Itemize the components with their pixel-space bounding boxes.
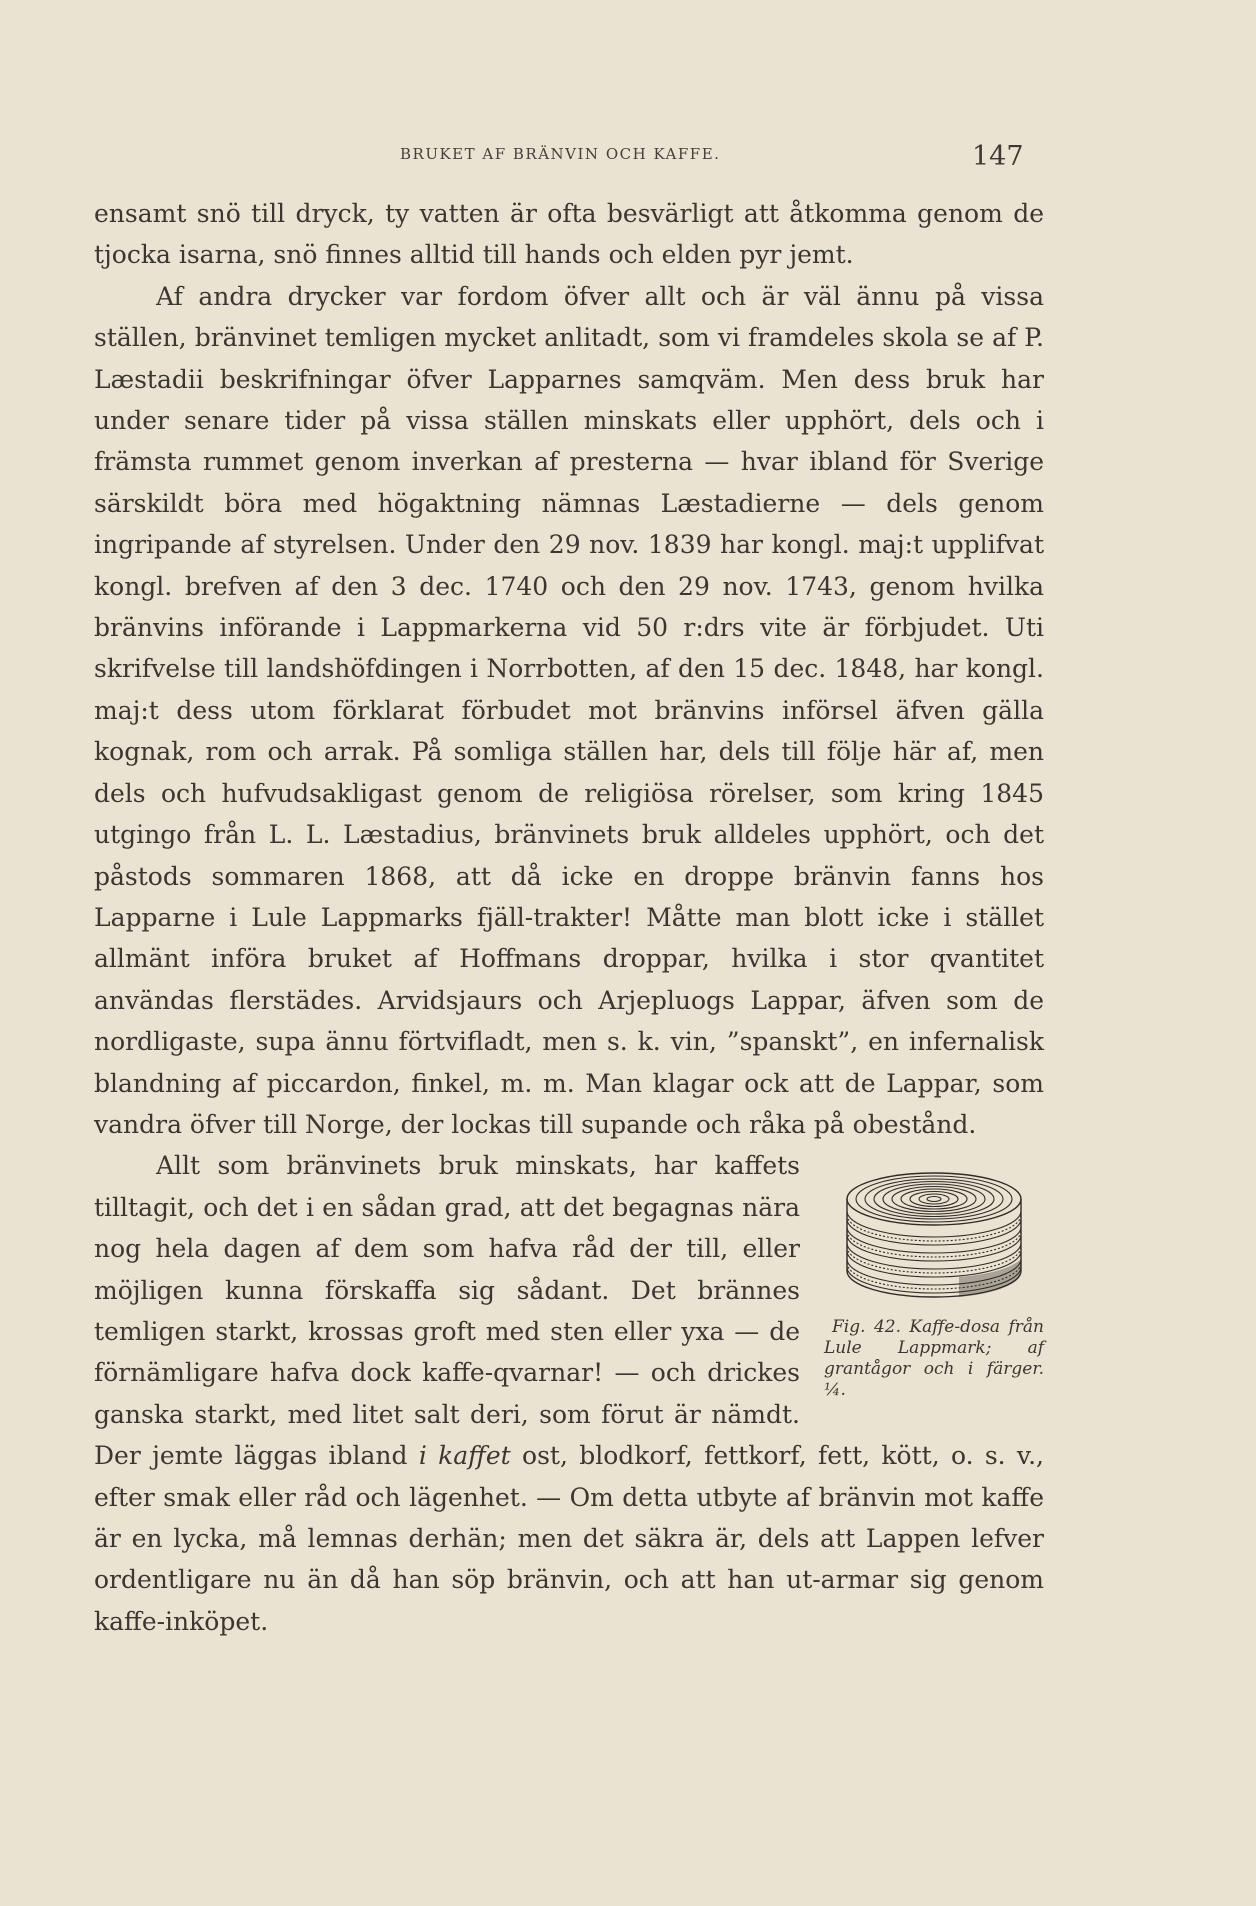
running-head	[0, 141, 1256, 171]
coiled-basket-illustration	[839, 1159, 1029, 1309]
figure-kaffe-dosa	[824, 1159, 1044, 1401]
paragraph-kaffe	[94, 1145, 1044, 1642]
paragraph-continuation: ensamt snö till dryck, ty vatten är ofta besvärligt att åtkomma genom de tjocka isarna, snö finnes alltid till hands och elden pyr jemt.	[94, 199, 1044, 270]
figure-caption: Fig. 42. Kaffe-dosa från Lule Lappmark; af grantågor och i färger. ¼.	[824, 1317, 1044, 1401]
body-text	[94, 193, 1044, 1642]
running-title: BRUKET AF BRÄNVIN OCH KAFFE.	[400, 145, 721, 163]
paragraph-kaffe-text-end: ost, blodkorf, fettkorf, fett, kött, o. s. v., efter smak eller råd och lägenhet. — Om detta utbyte af bränvin mot kaffe är en lycka, må lemnas derhän; men det säkra är, dels att Lappen lefver ordentligare nu än då han söp bränvin, och att han ut-armar sig genom kaffe-inköpet.	[94, 1441, 1044, 1636]
paragraph-kaffe-text-start: Allt som bränvinets bruk minskats, har kaffets tilltagit, och det i en sådan grad, att det begagnas nära nog hela dagen af dem som hafva råd der till, eller möjligen kunna förskaffa sig sådant. Det brännes temligen starkt, krossas groft med sten eller yxa — de förnämligare hafva dock kaffe-qvarnar! — och drickes ganska starkt, med litet salt deri, som förut är nämdt. Der jemte läggas ibland	[94, 1151, 800, 1471]
paragraph-branvin: Af andra drycker var fordom öfver allt och är väl ännu på vissa ställen, bränvinet temligen mycket anlitadt, som vi framdeles skola se af P. Læstadii beskrifningar öfver Lapparnes samqväm. Men dess bruk har under senare tider på vissa ställen minskats eller upphört, dels och i främsta rummet genom inverkan af presterna — hvar ibland för Sverige särskildt böra med högaktning nämnas Læstadierne — dels genom ingripande af styrelsen. Under den 29 nov. 1839 har kongl. maj:t upplifvat kongl. brefven af den 3 dec. 1740 och den 29 nov. 1743, genom hvilka bränvins införande i Lappmarkerna vid 50 r:drs vite är förbjudet. Uti skrifvelse till landshöfdingen i Norrbotten, af den 15 dec. 1848, har kongl. maj:t dess utom förklarat förbudet mot bränvins införsel äfven gälla kognak, rom och arrak. På somliga ställen har, dels till följe här af, men dels och hufvudsakligast genom de religiösa rörelser, som kring 1845 utgingo från L. L. Læstadius, bränvinets bruk alldeles upphört, och det påstods sommaren 1868, att då icke en droppe bränvin fanns hos Lapparne i Lule Lappmarks fjäll-trakter! Måtte man blott icke i stället allmänt införa bruket af Hoffmans droppar, hvilka i stor qvantitet användas flerstädes. Arvidsjaurs och Arjepluogs Lappar, äfven som de nordligaste, supa ännu förtviﬂadt, men s. k. vin, ”spanskt”, en infernalisk blandning af piccardon, finkel, m. m. Man klagar ock att de Lappar, som vandra öfver till Norge, der lockas till supande och råka på obestånd.	[94, 281, 1044, 1139]
page-number: 147	[972, 141, 1024, 172]
emphasis-i-kaffet: i kaffet	[418, 1441, 511, 1471]
